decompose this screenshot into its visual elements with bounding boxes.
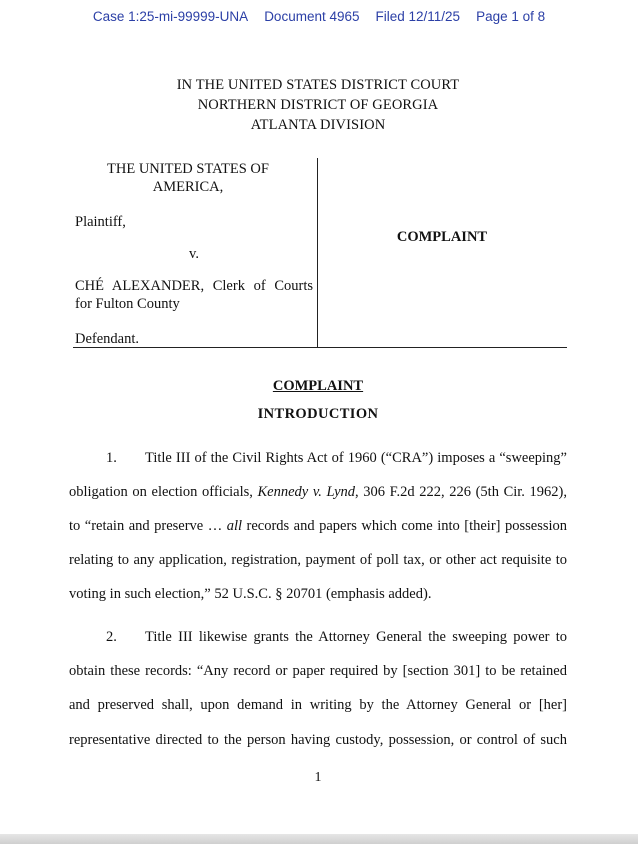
caption-divider-horizontal: [73, 347, 567, 348]
paragraph-text: Title III of the Civil Rights Act of 1960 (“CRA”) imposes a “sweeping”: [145, 450, 567, 466]
plaintiff-name-line1: THE UNITED STATES OF: [107, 161, 269, 177]
defendant-name-line1: CHÉ ALEXANDER, Clerk of Courts: [75, 278, 313, 294]
versus-label: v.: [189, 246, 199, 262]
paragraph-1-line-2: obligation on election officials, Kennedy v. Lynd, 306 F.2d 222, 226 (5th Cir. 1962),: [69, 484, 567, 500]
paragraph-1-line-3: to “retain and preserve … all records and papers which come into [their] possession: [69, 518, 568, 534]
paragraph-2-line-2: obtain these records: “Any record or paper required by [section 301] to be retained: [69, 663, 567, 679]
defendant-name-line2: for Fulton County: [75, 296, 180, 312]
defendant-name: [75, 277, 313, 313]
italic-emphasis: all: [222, 518, 247, 534]
court-name: IN THE UNITED STATES DISTRICT COURT: [176, 77, 460, 93]
paragraph-2-line-3: and preserved shall, upon demand in writing by the Attorney General or [her]: [69, 697, 567, 713]
paragraph-number: 1.: [106, 450, 117, 466]
page-count: Page 1 of 8: [476, 9, 546, 24]
caption-document-type: COMPLAINT: [396, 229, 488, 245]
plaintiff-name-line2: AMERICA,: [152, 179, 224, 195]
caption-divider-vertical: [317, 158, 318, 348]
court-district: NORTHERN DISTRICT OF GEORGIA: [197, 97, 439, 113]
ecf-header-stamp: [0, 9, 638, 24]
paragraph-2-line-4: representative directed to the person having custody, possession, or control of such: [69, 732, 567, 748]
document-number: Document 4965: [264, 9, 360, 24]
plaintiff-label: Plaintiff,: [75, 214, 126, 230]
plaintiff-name: [75, 160, 313, 196]
court-division: ATLANTA DIVISION: [250, 117, 386, 133]
paragraph-1-line-4: relating to any application, registration, payment of poll tax, or other act requisite to: [69, 552, 567, 568]
defendant-label: Defendant.: [75, 331, 140, 347]
section-heading: INTRODUCTION: [257, 406, 379, 422]
case-number: Case 1:25-mi-99999-UNA: [92, 9, 249, 24]
italic-emphasis: Kennedy v. Lynd: [257, 484, 356, 500]
paragraph-1-line-1: [69, 449, 567, 467]
paragraph-text: Title III likewise grants the Attorney General the sweeping power to: [145, 629, 567, 645]
document-title: COMPLAINT: [272, 378, 364, 394]
paragraph-number: 2.: [106, 629, 117, 645]
filed-date: Filed 12/11/25: [375, 9, 461, 24]
page-number: 1: [314, 770, 322, 785]
viewer-bottom-bar: [0, 834, 638, 844]
court-heading: [0, 75, 636, 135]
paragraph-2-line-1: [69, 628, 567, 646]
case-caption-parties: [75, 160, 313, 348]
paragraph-1-line-5: voting in such election,” 52 U.S.C. § 20701 (emphasis added).: [69, 586, 432, 602]
